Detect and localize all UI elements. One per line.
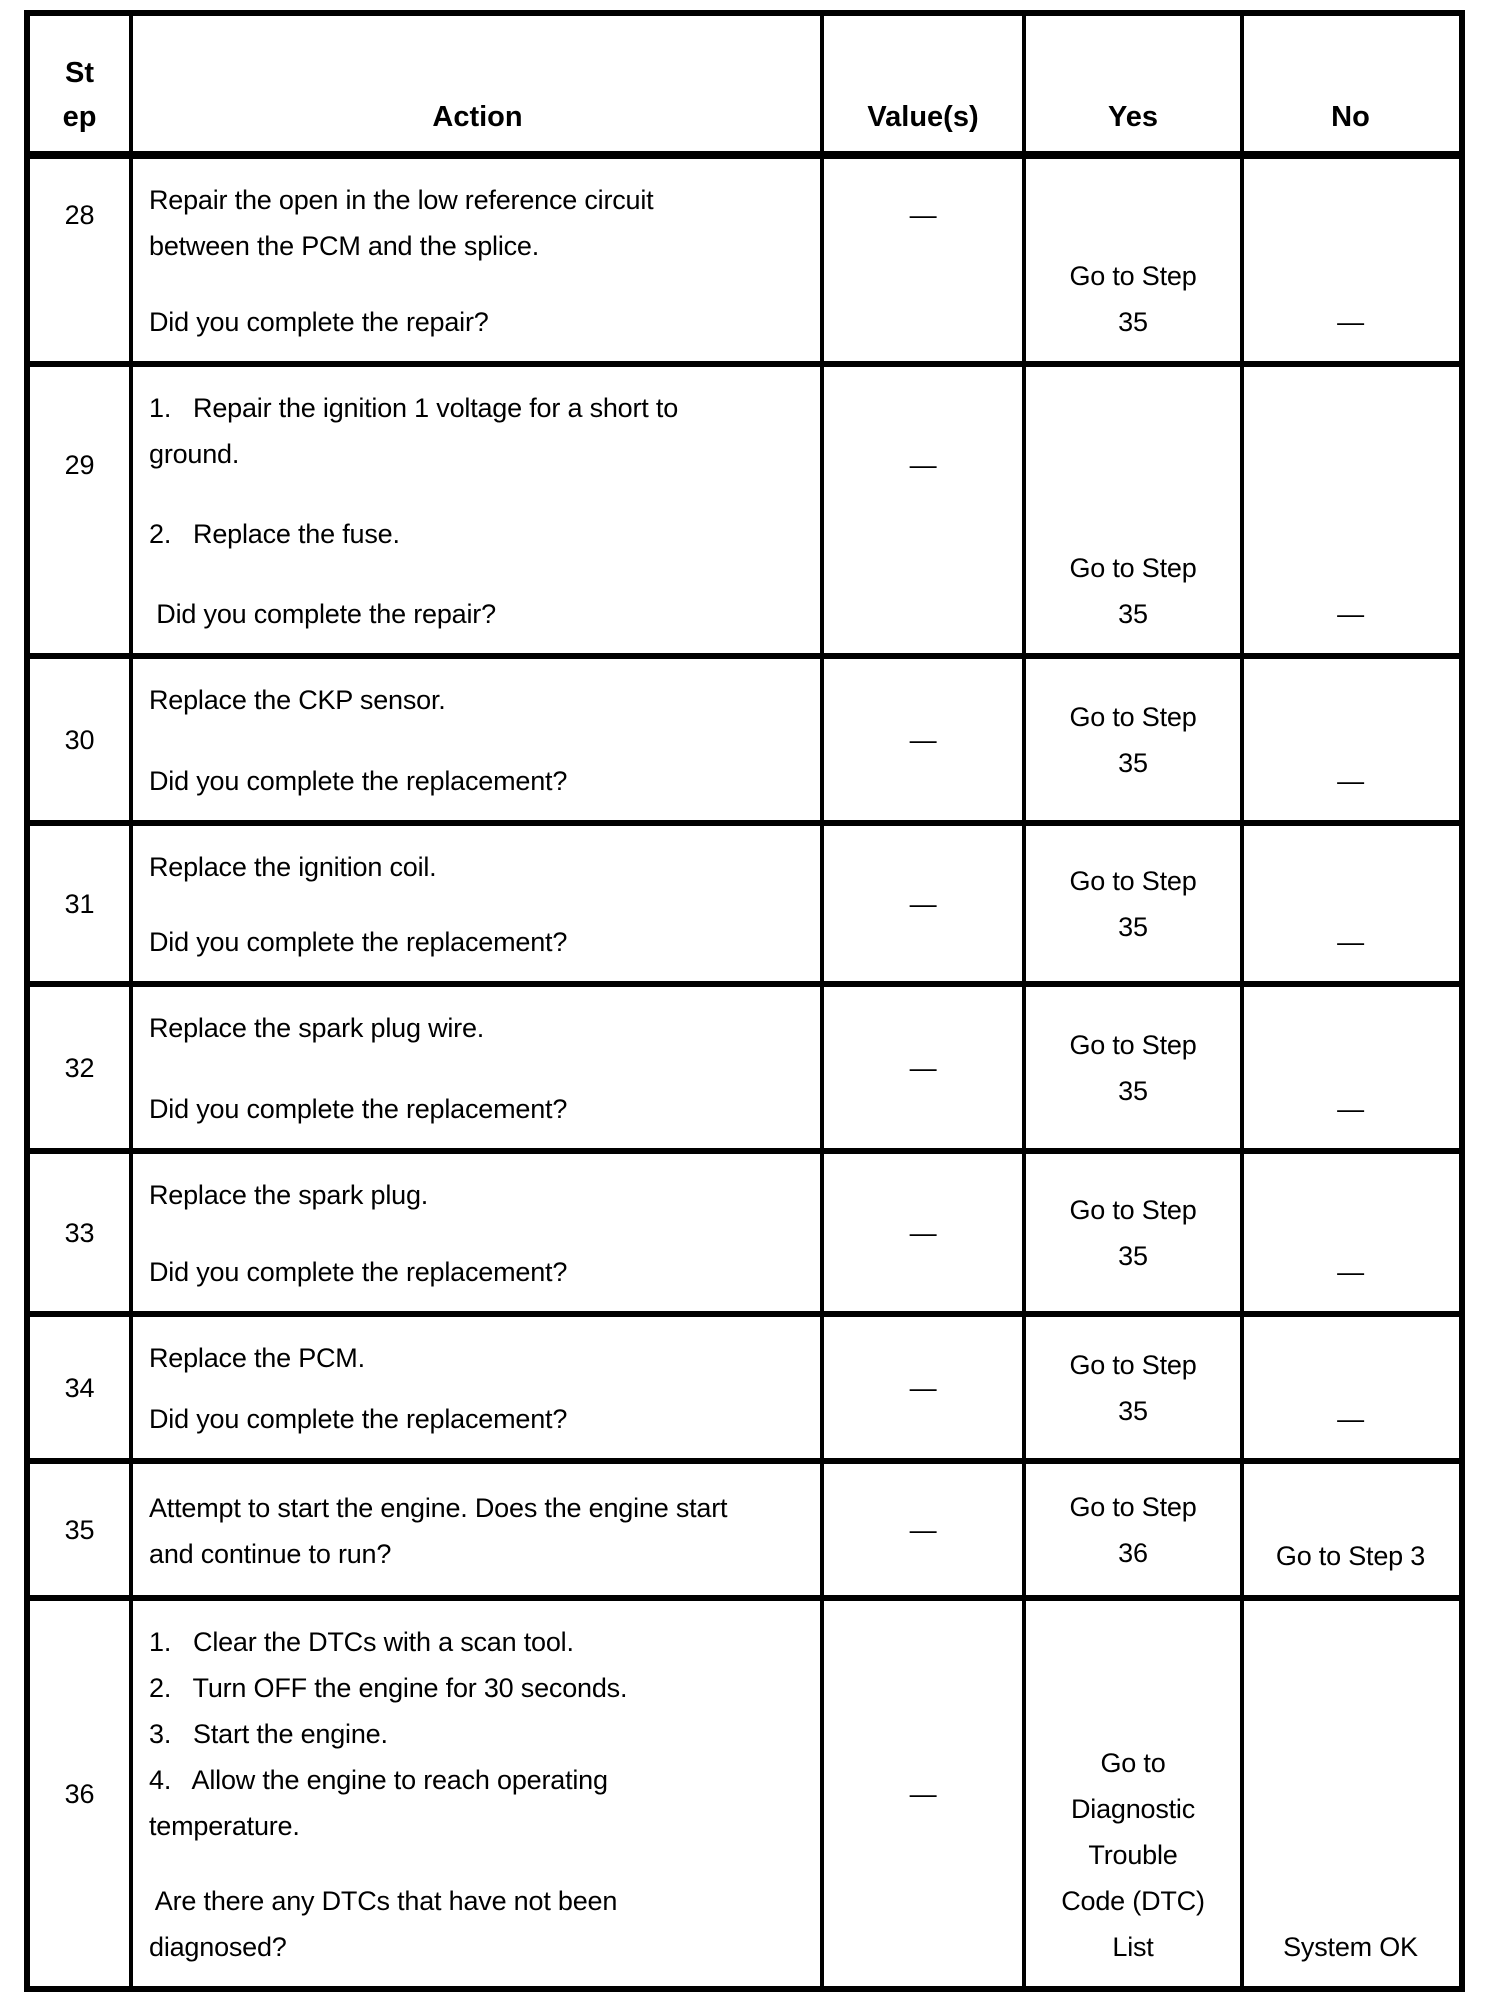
action-line: Did you complete the replacement? <box>149 1404 568 1434</box>
cell-step <box>30 987 133 1148</box>
cell-no <box>1244 659 1457 820</box>
cell-values <box>824 1154 1026 1311</box>
action-line: Replace the spark plug wire. <box>149 1013 485 1043</box>
action-block <box>149 511 806 557</box>
values-line: — <box>909 1052 937 1083</box>
action-line: ground. <box>149 439 240 469</box>
action-line: Replace the spark plug. <box>149 1180 429 1210</box>
cell-yes-line: Go to Step <box>1069 261 1197 291</box>
values-line: — <box>909 1372 937 1403</box>
table-row <box>30 1154 1459 1317</box>
cell-no-line: — <box>1337 1094 1364 1124</box>
cell-yes <box>1026 1154 1244 1311</box>
action-line: Did you complete the repair? <box>149 599 496 629</box>
cell-no <box>1244 1317 1457 1458</box>
action-block <box>149 1005 806 1051</box>
cell-values <box>824 826 1026 981</box>
header-yes-label: Yes <box>1108 101 1158 133</box>
cell-no-line: — <box>1337 1257 1364 1287</box>
cell-action <box>133 1317 824 1458</box>
values-line: — <box>909 1514 937 1545</box>
action-line: Replace the CKP sensor. <box>149 685 446 715</box>
cell-yes <box>1026 659 1244 820</box>
action-line: Did you complete the repair? <box>149 307 489 337</box>
cell-values <box>824 1464 1026 1595</box>
cell-no <box>1244 1464 1457 1595</box>
cell-no-line: — <box>1337 927 1364 957</box>
action-block <box>149 591 806 637</box>
cell-yes-line: 35 <box>1118 599 1148 629</box>
cell-yes-line: 35 <box>1118 1075 1148 1106</box>
cell-yes-line: 35 <box>1118 747 1148 778</box>
action-line: 3. Start the engine. <box>149 1719 388 1749</box>
cell-yes-line: Trouble <box>1088 1840 1178 1870</box>
cell-values <box>824 1601 1026 1986</box>
action-line: 1. Clear the DTCs with a scan tool. <box>149 1627 574 1657</box>
cell-action <box>133 159 824 361</box>
step-number: 28 <box>64 200 95 230</box>
action-block <box>149 385 806 477</box>
cell-yes-line: Go to Step <box>1069 701 1197 732</box>
values-line: — <box>909 200 937 230</box>
header-no-label: No <box>1331 101 1370 133</box>
cell-step <box>30 826 133 981</box>
cell-no-line: — <box>1337 766 1364 796</box>
action-line: 1. Repair the ignition 1 voltage for a short to <box>149 393 679 423</box>
action-block <box>149 844 806 890</box>
cell-yes-line: Code (DTC) <box>1061 1886 1205 1916</box>
action-line: Replace the PCM. <box>149 1343 365 1373</box>
cell-values <box>824 159 1026 361</box>
cell-action <box>133 1601 824 1986</box>
action-block <box>149 1086 806 1132</box>
action-block <box>149 1485 806 1577</box>
cell-no <box>1244 367 1457 653</box>
action-block <box>149 1172 806 1218</box>
values-line: — <box>909 1778 937 1809</box>
cell-step <box>30 1464 133 1595</box>
cell-step <box>30 1154 133 1311</box>
action-block <box>149 1249 806 1295</box>
cell-yes <box>1026 367 1244 653</box>
table-row <box>30 1601 1459 1986</box>
action-line: 2. Turn OFF the engine for 30 seconds. <box>149 1673 628 1703</box>
action-block <box>149 677 806 723</box>
cell-action <box>133 367 824 653</box>
cell-yes-line: 35 <box>1118 307 1148 337</box>
action-block <box>149 1878 806 1970</box>
values-line: — <box>909 450 937 480</box>
header-values <box>824 16 1026 151</box>
action-line: temperature. <box>149 1811 300 1841</box>
table-header-row <box>30 16 1459 159</box>
step-number: 34 <box>64 1372 95 1403</box>
action-line: Did you complete the replacement? <box>149 927 568 957</box>
cell-yes-line: 36 <box>1118 1537 1148 1568</box>
cell-yes-line: 35 <box>1118 1240 1148 1271</box>
cell-step <box>30 659 133 820</box>
cell-yes-line: Go to Step <box>1069 1029 1197 1060</box>
action-block <box>149 1335 806 1381</box>
step-number: 29 <box>64 450 95 480</box>
table-row <box>30 659 1459 826</box>
cell-step <box>30 1317 133 1458</box>
action-line: between the PCM and the splice. <box>149 231 540 261</box>
step-number: 33 <box>64 1217 95 1248</box>
action-line: Attempt to start the engine. Does the engine start <box>149 1492 728 1523</box>
table-row <box>30 367 1459 659</box>
action-block <box>149 1619 806 1849</box>
cell-yes <box>1026 826 1244 981</box>
cell-values <box>824 659 1026 820</box>
cell-action <box>133 1464 824 1595</box>
action-line: Did you complete the replacement? <box>149 766 568 796</box>
header-values-label: Value(s) <box>867 101 979 133</box>
cell-values <box>824 1317 1026 1458</box>
header-yes <box>1026 16 1244 151</box>
cell-no-line: — <box>1337 307 1364 337</box>
cell-values <box>824 987 1026 1148</box>
action-block <box>149 919 806 965</box>
cell-action <box>133 987 824 1148</box>
values-line: — <box>909 1217 937 1248</box>
header-action-label: Action <box>432 101 523 133</box>
cell-yes-line: Go to Step <box>1069 865 1197 896</box>
header-step-label: Step <box>62 57 97 133</box>
cell-yes-line: Go to Step <box>1069 1349 1197 1380</box>
cell-yes-line: List <box>1112 1932 1154 1962</box>
table-row <box>30 987 1459 1154</box>
action-block <box>149 299 806 345</box>
action-line: and continue to run? <box>149 1538 392 1569</box>
header-no <box>1244 16 1457 151</box>
cell-yes-line: 35 <box>1118 911 1148 942</box>
cell-step <box>30 1601 133 1986</box>
action-line: Are there any DTCs that have not been <box>149 1886 618 1916</box>
values-line: — <box>909 888 937 919</box>
cell-yes-line: 35 <box>1118 1395 1148 1426</box>
diagnostic-table <box>24 10 1465 1992</box>
action-line: Repair the open in the low reference circuit <box>149 185 654 215</box>
cell-values <box>824 367 1026 653</box>
step-number: 35 <box>64 1514 95 1545</box>
cell-yes-line: Go to Step <box>1069 1491 1197 1522</box>
cell-action <box>133 826 824 981</box>
table-row <box>30 1464 1459 1601</box>
cell-no <box>1244 1154 1457 1311</box>
step-number: 32 <box>64 1052 95 1083</box>
cell-no <box>1244 987 1457 1148</box>
cell-yes-line: Go to Step <box>1069 1194 1197 1225</box>
cell-action <box>133 1154 824 1311</box>
cell-no <box>1244 1601 1457 1986</box>
table-row <box>30 159 1459 367</box>
table-row <box>30 826 1459 987</box>
action-line: 2. Replace the fuse. <box>149 519 400 549</box>
cell-yes <box>1026 1317 1244 1458</box>
action-line: 4. Allow the engine to reach operating <box>149 1765 608 1795</box>
cell-yes <box>1026 1601 1244 1986</box>
step-number: 30 <box>64 724 95 755</box>
action-block <box>149 1396 806 1442</box>
header-step <box>30 16 133 151</box>
cell-no <box>1244 159 1457 361</box>
cell-no-line: — <box>1337 1404 1364 1434</box>
cell-no <box>1244 826 1457 981</box>
cell-yes <box>1026 159 1244 361</box>
header-action <box>133 16 824 151</box>
cell-no-line: Go to Step 3 <box>1275 1541 1426 1571</box>
cell-action <box>133 659 824 820</box>
action-line: diagnosed? <box>149 1932 287 1962</box>
cell-yes <box>1026 987 1244 1148</box>
cell-yes-line: Diagnostic <box>1070 1794 1196 1824</box>
values-line: — <box>909 724 937 755</box>
table-row <box>30 1317 1459 1464</box>
action-line: Replace the ignition coil. <box>149 852 437 882</box>
cell-yes-line: Go to Step <box>1069 553 1197 583</box>
cell-step <box>30 367 133 653</box>
step-number: 36 <box>64 1778 95 1809</box>
cell-yes-line: Go to <box>1100 1748 1166 1778</box>
action-line: Did you complete the replacement? <box>149 1257 568 1287</box>
action-block <box>149 758 806 804</box>
cell-no-line: System OK <box>1283 1932 1418 1962</box>
cell-step <box>30 159 133 361</box>
cell-no-line: — <box>1337 599 1364 629</box>
step-number: 31 <box>64 888 95 919</box>
cell-yes <box>1026 1464 1244 1595</box>
action-line: Did you complete the replacement? <box>149 1094 568 1124</box>
action-block <box>149 177 806 269</box>
